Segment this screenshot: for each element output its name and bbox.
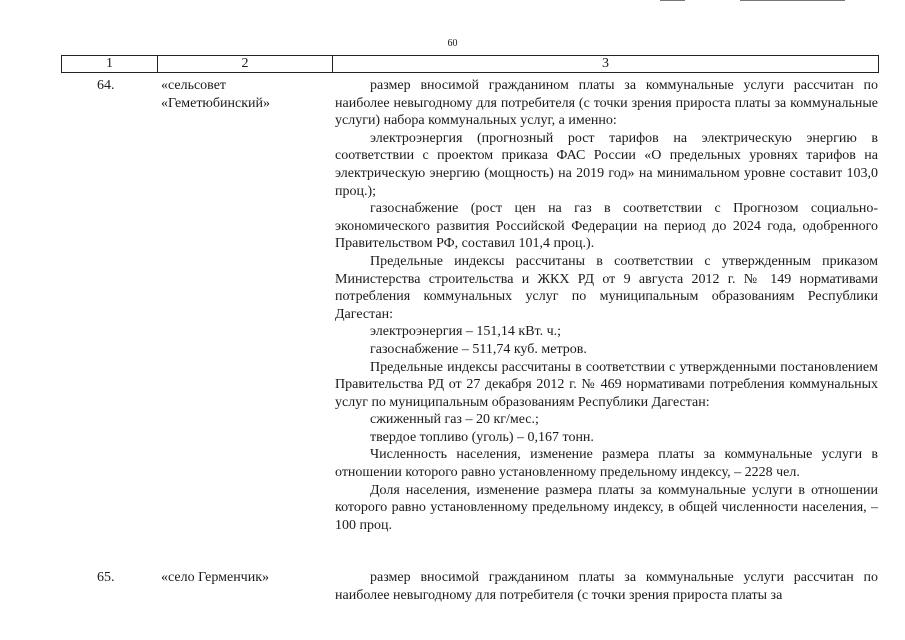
description-paragraph: размер вносимой гражданином платы за коммунальные услуги рассчитан по наиболее невыгодному для потребителя (с точки зрения прироста платы за [335,570,878,603]
description-paragraph: Численность населения, изменение размера платы за коммунальные услуги в отношении которого равно установленному предельному индексу, – 2228 чел. [335,447,878,481]
header-col-3: 3 [602,56,609,71]
header-col-2: 2 [158,56,333,72]
municipality-name-line: «Геметюбинский» [161,95,270,111]
description-item: твердое топливо (уголь) – 0,167 тонн. [370,429,594,445]
municipality-name-line: «сельсовет [161,78,227,93]
description-paragraph: размер вносимой гражданином платы за коммунальные услуги рассчитан по наиболее невыгодному для потребителя (с точки зрения прироста платы за коммунальные услуги) набора коммунальных услуг, а именно: [335,78,878,129]
description-paragraph: Предельные индексы рассчитаны в соответствии с утвержденными постановлением Правительства РД от 27 декабря 2012 г. № 469 нормативами потребления коммунальных услуг по муниципальным образованиям Республики Дагестан: [335,359,878,410]
table-header [61,55,879,73]
municipality-name [161,77,311,112]
scan-artifact-line [740,0,845,1]
header-col-1: 1 [62,56,158,72]
description-paragraph: электроэнергия (прогнозный рост тарифов на электрическую энергию в соответствии с проектом приказа ФАС России «О предельных уровнях тарифов на электрическую энергию (мощность) на 2019 год» на минимальном уровне составит 103,0 проц.); [335,130,878,199]
row-description [335,77,878,534]
row-number: 64. [97,78,115,93]
description-item: сжиженный газ – 20 кг/мес.; [370,412,539,428]
municipality-name-line: «село Герменчик» [161,570,270,585]
row-description [335,569,878,604]
row-number: 65. [97,570,115,585]
description-paragraph: Предельные индексы рассчитаны в соответствии с утвержденным приказом Министерства строительства и ЖКХ РД от 9 августа 2012 г. № 149 нормативами потребления коммунальных услуг по муниципальным образованиям Республики Дагестан: [335,253,878,322]
description-item: газоснабжение – 511,74 куб. метров. [370,341,587,357]
description-paragraph: Доля населения, изменение размера платы за коммунальные услуги в отношении которого равно установленному предельному индексу, в общей численности населения, – 100 проц. [335,482,878,533]
scan-artifact-line [660,0,685,1]
description-paragraph: газоснабжение (рост цен на газ в соответствии с Прогнозом социально-экономического развития Российской Федерации на период до 2024 года, одобренного Правительством РФ, составил 101,4 проц.). [335,201,878,252]
municipality-name [161,569,311,587]
page-number: 60 [447,38,458,49]
description-item: электроэнергия – 151,14 кВт. ч.; [370,324,562,340]
